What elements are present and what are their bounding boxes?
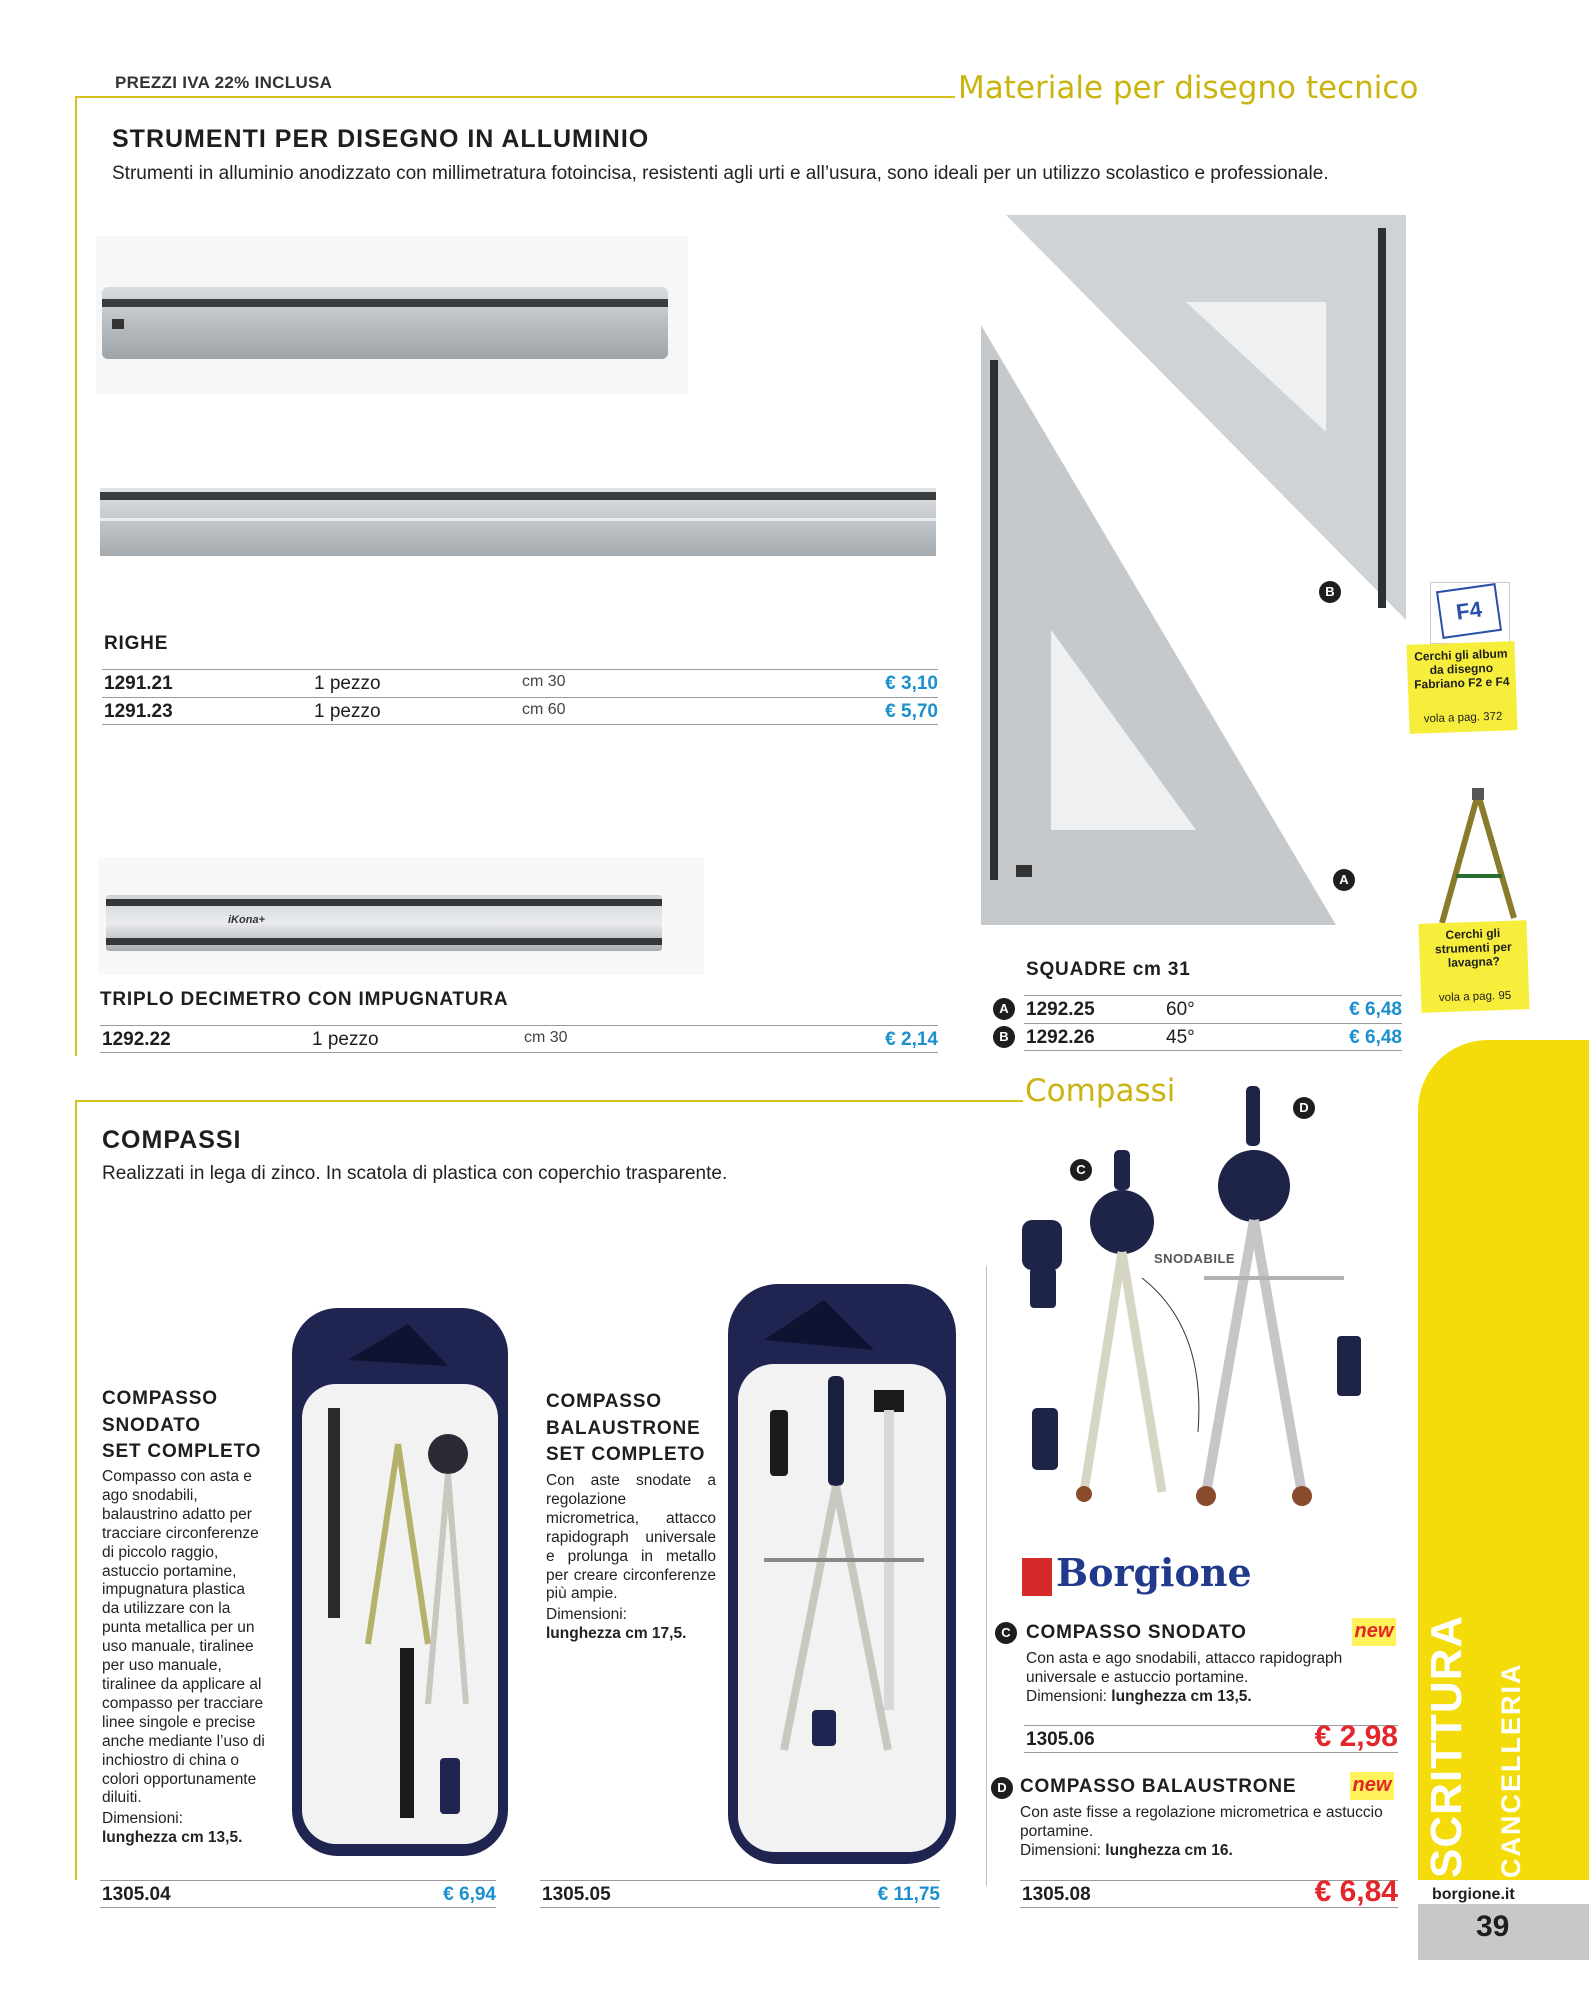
- row-price: € 6,84: [1314, 1875, 1398, 1908]
- table-row: [100, 1025, 938, 1053]
- marker-c: C: [995, 1622, 1017, 1644]
- row-code: 1305.08: [1022, 1884, 1091, 1905]
- table-row: [1024, 1720, 1398, 1753]
- compassi-description: Realizzati in lega di zinco. In scatola di plastica con coperchio trasparente.: [102, 1163, 728, 1184]
- row-price: € 2,98: [1314, 1720, 1398, 1753]
- item-c-dim-value: lunghezza cm 13,5.: [1111, 1687, 1252, 1705]
- row-price: € 3,10: [885, 673, 938, 694]
- item-c-text: Con asta e ago snodabili, attacco rapidograph universale e astuccio portamine.: [1026, 1650, 1343, 1686]
- row-qty: 1 pezzo: [312, 1029, 379, 1050]
- row-code: 1291.23: [104, 701, 173, 722]
- item-c-description: [1026, 1650, 1406, 1707]
- rulers-label: RIGHE: [104, 633, 169, 654]
- fabriano-note: [1406, 641, 1517, 733]
- set2-title-l3: SET COMPLETO: [546, 1444, 706, 1466]
- table-row: [102, 669, 938, 697]
- new-badge: new: [1352, 1618, 1396, 1646]
- table-row: [1020, 1875, 1398, 1908]
- aluminium-title: STRUMENTI PER DISEGNO IN ALLUMINIO: [112, 125, 650, 153]
- row-code: 1292.25: [1026, 999, 1095, 1020]
- snodabile-label: SNODABILE: [1154, 1251, 1236, 1266]
- borgione-logo-mark: [1022, 1558, 1052, 1596]
- website-link[interactable]: borgione.it: [1432, 1886, 1515, 1903]
- row-price: € 6,48: [1349, 1027, 1402, 1048]
- fabriano-note-link[interactable]: vola a pag. 372: [1423, 711, 1503, 726]
- column-divider: [986, 1266, 987, 1886]
- item-c-title: COMPASSO SNODATO: [1026, 1622, 1247, 1643]
- item-d-title: COMPASSO BALAUSTRONE: [1020, 1776, 1297, 1797]
- marker-b: B: [993, 1026, 1015, 1048]
- row-code: 1291.21: [104, 673, 173, 694]
- marker-a: A: [993, 998, 1015, 1020]
- marker-d: D: [1293, 1097, 1315, 1119]
- item-d-description: [1020, 1804, 1400, 1861]
- row-angle: 45°: [1166, 1027, 1195, 1048]
- ruler-60-image: [100, 486, 938, 558]
- marker-c: C: [1070, 1159, 1092, 1181]
- new-badge: new: [1350, 1772, 1394, 1800]
- item-d-dim-label: Dimensioni:: [1020, 1841, 1101, 1859]
- set2-dim-label: Dimensioni:: [546, 1606, 627, 1624]
- set1-title-l3: SET COMPLETO: [102, 1441, 262, 1463]
- set1-title-l2: SNODATO: [102, 1414, 201, 1436]
- marker-d: D: [991, 1777, 1013, 1799]
- subcategory-label: CANCELLERIA: [1496, 1662, 1526, 1878]
- page-number: 39: [1476, 1910, 1510, 1943]
- row-angle: 60°: [1166, 999, 1195, 1020]
- section-title-disegno: Materiale per disegno tecnico: [958, 70, 1419, 106]
- row-code: 1305.06: [1026, 1729, 1095, 1750]
- fabriano-note-text: Cerchi gli album da disegno Fabriano F2 e F4: [1413, 646, 1510, 692]
- vat-note: PREZZI IVA 22% INCLUSA: [115, 73, 333, 92]
- table-row: [1024, 1023, 1402, 1051]
- row-qty: 1 pezzo: [314, 701, 381, 722]
- set2-text: Con aste snodate a regolazione micrometrica, attacco rapidograph universale e prolunga in metallo per creare circonferenze più ampie.: [546, 1472, 716, 1603]
- triple-brand: iKona+: [228, 914, 265, 926]
- row-size: cm 30: [524, 1029, 568, 1046]
- aluminium-description: Strumenti in alluminio anodizzato con millimetratura fotoincisa, resistenti agli urti e all’usura, sono ideali per un utilizzo scolastico e professionale.: [112, 163, 1329, 184]
- compassi-rule: [75, 1100, 1023, 1102]
- category-label: SCRITTURA: [1422, 1614, 1471, 1878]
- item-c-dim-label: Dimensioni:: [1026, 1687, 1107, 1705]
- squares-label: SQUADRE cm 31: [1026, 959, 1191, 980]
- set2-title: [546, 1389, 705, 1469]
- row-size: cm 30: [522, 673, 566, 690]
- triple-label: TRIPLO DECIMETRO CON IMPUGNATURA: [100, 989, 509, 1010]
- section-title-compassi: Compassi: [1025, 1073, 1176, 1109]
- row-price: € 5,70: [885, 701, 938, 722]
- set2-case-image: [724, 1280, 960, 1868]
- row-price: € 11,75: [877, 1884, 940, 1905]
- left-rule-bottom: [75, 1100, 77, 1880]
- compasses-cd-image: [992, 1082, 1412, 1532]
- set1-text: Compasso con asta e ago snodabili, balaustrino adatto per tracciare circonferenze di piccolo raggio, astuccio portamine, impugnatura plastica da utilizzare con la punta metallica per un uso manuale, tiralinee per uso manuale, tiralinee da applicare al compasso per tracciare linee singole e precise anche mediante l’uso di inchiostro di china o colori opportunamente diluiti.: [102, 1468, 265, 1807]
- left-rule-top: [75, 96, 77, 1056]
- row-size: cm 60: [522, 701, 566, 718]
- row-code: 1292.26: [1026, 1027, 1095, 1048]
- lavagna-note: [1418, 920, 1529, 1012]
- marker-a: A: [1333, 869, 1355, 891]
- compassi-title: COMPASSI: [102, 1126, 242, 1154]
- table-row: [540, 1880, 940, 1908]
- item-d-text: Con aste fisse a regolazione micrometrica e astuccio portamine.: [1020, 1804, 1383, 1840]
- set2-title-l2: BALAUSTRONE: [546, 1417, 701, 1439]
- lavagna-note-link[interactable]: vola a pag. 95: [1438, 990, 1512, 1005]
- row-code: 1305.05: [542, 1884, 611, 1905]
- table-row: [100, 1880, 496, 1908]
- header-rule: [75, 96, 955, 98]
- table-row: [1024, 995, 1402, 1023]
- fabriano-logo: [1430, 582, 1510, 644]
- marker-b: B: [1319, 581, 1341, 603]
- row-price: € 6,48: [1349, 999, 1402, 1020]
- row-code: 1305.04: [102, 1884, 171, 1905]
- set1-dim-value: lunghezza cm 13,5.: [102, 1829, 243, 1847]
- row-price: € 6,94: [443, 1884, 496, 1905]
- ruler-30-image: [100, 283, 672, 365]
- table-row: [102, 697, 938, 725]
- squares-image: [976, 210, 1436, 930]
- set2-description: [546, 1472, 716, 1644]
- item-d-dim-value: lunghezza cm 16.: [1105, 1841, 1233, 1859]
- set2-dim-value: lunghezza cm 17,5.: [546, 1625, 687, 1643]
- fabriano-logo-text: F4: [1436, 583, 1502, 639]
- blackboard-compass-image: [1432, 788, 1524, 938]
- borgione-logo: Borgione: [1056, 1550, 1252, 1595]
- row-qty: 1 pezzo: [314, 673, 381, 694]
- set1-description: [102, 1468, 266, 1848]
- set1-title-l1: COMPASSO: [102, 1388, 218, 1409]
- set1-dim-label: Dimensioni:: [102, 1810, 183, 1828]
- lavagna-note-text: Cerchi gli strumenti per lavagna?: [1434, 926, 1512, 970]
- set1-title: [102, 1386, 261, 1466]
- triple-ruler-image: [104, 893, 664, 953]
- row-price: € 2,14: [885, 1029, 938, 1050]
- set2-title-l1: COMPASSO: [546, 1391, 662, 1412]
- row-code: 1292.22: [102, 1029, 171, 1050]
- set1-case-image: [288, 1304, 512, 1860]
